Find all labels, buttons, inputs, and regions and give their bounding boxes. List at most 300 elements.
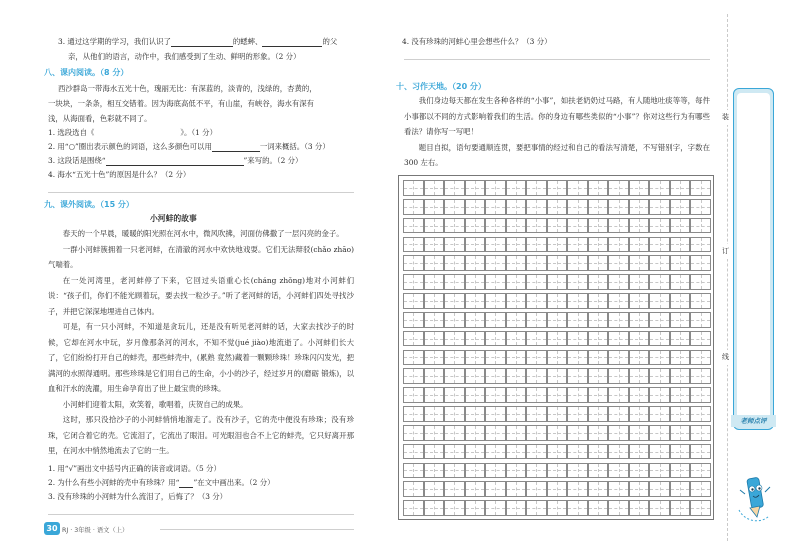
writing-cell[interactable] <box>444 463 465 479</box>
writing-cell[interactable] <box>506 237 527 253</box>
writing-cell[interactable] <box>629 312 650 328</box>
writing-cell[interactable] <box>485 463 506 479</box>
writing-cell[interactable] <box>547 199 568 215</box>
writing-cell[interactable] <box>690 350 711 366</box>
writing-cell[interactable] <box>465 463 486 479</box>
writing-cell[interactable] <box>547 274 568 290</box>
writing-cell[interactable] <box>690 274 711 290</box>
writing-cell[interactable] <box>465 293 486 309</box>
writing-cell[interactable] <box>690 444 711 460</box>
page-number: 30 <box>46 524 58 533</box>
writing-cell[interactable] <box>588 463 609 479</box>
writing-cell[interactable] <box>403 255 424 271</box>
writing-cell[interactable] <box>444 218 465 234</box>
writing-cell[interactable] <box>567 331 588 347</box>
writing-cell[interactable] <box>690 218 711 234</box>
writing-cell[interactable] <box>526 218 547 234</box>
answer-line[interactable] <box>48 192 354 193</box>
writing-cell[interactable] <box>629 237 650 253</box>
writing-cell[interactable] <box>670 237 691 253</box>
writing-cell[interactable] <box>649 180 670 196</box>
writing-cell[interactable] <box>506 274 527 290</box>
writing-cell[interactable] <box>690 312 711 328</box>
writing-cell[interactable] <box>608 350 629 366</box>
section-title-10: 十、习作天地。（20 分） <box>396 82 486 91</box>
writing-cell[interactable] <box>608 331 629 347</box>
writing-cell[interactable] <box>526 293 547 309</box>
writing-cell[interactable] <box>690 481 711 497</box>
writing-cell[interactable] <box>649 406 670 422</box>
writing-cell[interactable] <box>403 274 424 290</box>
writing-cell[interactable] <box>690 406 711 422</box>
writing-cell[interactable] <box>403 218 424 234</box>
writing-cell[interactable] <box>670 180 691 196</box>
answer-blank[interactable] <box>262 38 322 47</box>
writing-cell[interactable] <box>670 312 691 328</box>
writing-cell[interactable] <box>526 425 547 441</box>
writing-cell[interactable] <box>649 425 670 441</box>
writing-cell[interactable] <box>567 387 588 403</box>
writing-cell[interactable] <box>608 180 629 196</box>
writing-cell[interactable] <box>485 180 506 196</box>
writing-cell[interactable] <box>465 255 486 271</box>
writing-cell[interactable] <box>424 237 445 253</box>
writing-cell[interactable] <box>547 425 568 441</box>
writing-cell[interactable] <box>567 293 588 309</box>
writing-cell[interactable] <box>588 350 609 366</box>
writing-cell[interactable] <box>465 199 486 215</box>
writing-cell[interactable] <box>485 368 506 384</box>
writing-cell[interactable] <box>506 180 527 196</box>
writing-cell[interactable] <box>670 274 691 290</box>
writing-cell[interactable] <box>588 312 609 328</box>
writing-cell[interactable] <box>690 368 711 384</box>
writing-cell[interactable] <box>629 387 650 403</box>
writing-cell[interactable] <box>690 425 711 441</box>
writing-cell[interactable] <box>444 444 465 460</box>
writing-cell[interactable] <box>424 255 445 271</box>
writing-cell[interactable] <box>424 180 445 196</box>
writing-cell[interactable] <box>547 312 568 328</box>
writing-cell[interactable] <box>403 481 424 497</box>
writing-cell[interactable] <box>588 387 609 403</box>
writing-cell[interactable] <box>485 293 506 309</box>
writing-cell[interactable] <box>424 406 445 422</box>
writing-cell[interactable] <box>526 274 547 290</box>
writing-cell[interactable] <box>649 331 670 347</box>
writing-cell[interactable] <box>485 274 506 290</box>
writing-cell[interactable] <box>506 444 527 460</box>
writing-cell[interactable] <box>690 500 711 516</box>
writing-cell[interactable] <box>547 387 568 403</box>
writing-cell[interactable] <box>629 218 650 234</box>
writing-cell[interactable] <box>567 406 588 422</box>
writing-cell[interactable] <box>547 237 568 253</box>
writing-cell[interactable] <box>670 331 691 347</box>
writing-cell[interactable] <box>444 199 465 215</box>
passage-line: 浅，从海面看，色彩就不同了。 <box>48 114 152 123</box>
writing-cell[interactable] <box>547 406 568 422</box>
writing-cell[interactable] <box>608 199 629 215</box>
writing-cell[interactable] <box>670 425 691 441</box>
writing-cell[interactable] <box>690 199 711 215</box>
writing-cell[interactable] <box>485 387 506 403</box>
writing-cell[interactable] <box>506 387 527 403</box>
writing-cell[interactable] <box>526 312 547 328</box>
writing-cell[interactable] <box>567 274 588 290</box>
requirements-text: 题目自拟，语句要通顺连贯，要把事情的经过和自己的看法写清楚，不写错别字，字数在 300 左右。 <box>404 142 710 167</box>
writing-cell[interactable] <box>403 180 424 196</box>
writing-cell[interactable] <box>690 293 711 309</box>
writing-cell[interactable] <box>547 463 568 479</box>
writing-cell[interactable] <box>670 293 691 309</box>
answer-line[interactable] <box>48 514 354 515</box>
writing-cell[interactable] <box>465 237 486 253</box>
writing-cell[interactable] <box>424 312 445 328</box>
writing-cell[interactable] <box>526 237 547 253</box>
writing-cell[interactable] <box>444 180 465 196</box>
writing-cell[interactable] <box>485 350 506 366</box>
writing-cell[interactable] <box>403 387 424 403</box>
writing-cell[interactable] <box>588 199 609 215</box>
writing-cell[interactable] <box>588 237 609 253</box>
story-paragraph: 在一处河湾里，老河蚌停了下来，它回过头语重心长(cháng zhǒng)地对小河蚌们说：“孩子们，你们不能光顾着玩，要去找一粒沙子。”听了老河蚌的话，小河蚌们四处寻找沙子，并把它深深地埋进自己体内。 <box>48 275 354 316</box>
writing-cell[interactable] <box>506 463 527 479</box>
writing-cell[interactable] <box>444 368 465 384</box>
story-paragraph: 小河蚌们迎着太阳，欢笑着，歌唱着，庆贺自己的成果。 <box>62 399 248 409</box>
writing-cell[interactable] <box>485 255 506 271</box>
writing-cell[interactable] <box>485 406 506 422</box>
writing-cell[interactable] <box>465 218 486 234</box>
answer-blank[interactable] <box>212 143 260 152</box>
binding-line <box>727 14 728 541</box>
writing-cell[interactable] <box>649 237 670 253</box>
writing-cell[interactable] <box>567 500 588 516</box>
writing-cell[interactable] <box>690 463 711 479</box>
writing-cell[interactable] <box>403 500 424 516</box>
writing-cell[interactable] <box>567 218 588 234</box>
writing-cell[interactable] <box>424 218 445 234</box>
writing-grid[interactable] <box>398 175 714 520</box>
writing-cell[interactable] <box>567 425 588 441</box>
writing-cell[interactable] <box>424 425 445 441</box>
writing-cell[interactable] <box>567 463 588 479</box>
writing-cell[interactable] <box>629 500 650 516</box>
answer-blank[interactable] <box>171 38 233 47</box>
writing-cell[interactable] <box>444 387 465 403</box>
writing-cell[interactable] <box>649 444 670 460</box>
writing-cell[interactable] <box>567 312 588 328</box>
binding-label-bottom: 线 <box>722 350 729 365</box>
writing-cell[interactable] <box>608 406 629 422</box>
writing-cell[interactable] <box>444 293 465 309</box>
writing-cell[interactable] <box>608 387 629 403</box>
writing-cell[interactable] <box>629 444 650 460</box>
writing-cell[interactable] <box>608 368 629 384</box>
writing-cell[interactable] <box>485 237 506 253</box>
story-paragraph: 一群小河蚌簇拥着一只老河蚌，在清澈的河水中欢快地戏耍。它们无法辩驳(chǎo zhāo)气喘着。 <box>48 244 354 269</box>
writing-cell[interactable] <box>670 444 691 460</box>
writing-cell[interactable] <box>649 255 670 271</box>
writing-cell[interactable] <box>424 387 445 403</box>
writing-cell[interactable] <box>465 406 486 422</box>
writing-cell[interactable] <box>444 331 465 347</box>
writing-cell[interactable] <box>547 444 568 460</box>
writing-cell[interactable] <box>424 368 445 384</box>
writing-cell[interactable] <box>567 199 588 215</box>
writing-cell[interactable] <box>444 406 465 422</box>
writing-cell[interactable] <box>567 237 588 253</box>
writing-cell[interactable] <box>403 331 424 347</box>
binding-label-mid: 订 <box>722 244 729 259</box>
writing-cell[interactable] <box>547 218 568 234</box>
writing-cell[interactable] <box>608 444 629 460</box>
writing-cell[interactable] <box>547 500 568 516</box>
writing-cell[interactable] <box>649 387 670 403</box>
writing-cell[interactable] <box>506 481 527 497</box>
writing-cell[interactable] <box>670 218 691 234</box>
writing-cell[interactable] <box>526 199 547 215</box>
writing-cell[interactable] <box>608 255 629 271</box>
writing-cell[interactable] <box>506 218 527 234</box>
writing-cell[interactable] <box>649 368 670 384</box>
writing-cell[interactable] <box>608 312 629 328</box>
writing-cell[interactable] <box>485 199 506 215</box>
writing-cell[interactable] <box>567 350 588 366</box>
writing-cell[interactable] <box>506 199 527 215</box>
writing-cell[interactable] <box>465 312 486 328</box>
writing-cell[interactable] <box>690 331 711 347</box>
writing-cell[interactable] <box>629 331 650 347</box>
teacher-comment-panel[interactable] <box>733 88 774 430</box>
writing-cell[interactable] <box>506 293 527 309</box>
writing-cell[interactable] <box>547 481 568 497</box>
writing-cell[interactable] <box>526 331 547 347</box>
writing-cell[interactable] <box>588 180 609 196</box>
writing-cell[interactable] <box>608 293 629 309</box>
writing-cell[interactable] <box>444 274 465 290</box>
writing-cell[interactable] <box>526 368 547 384</box>
writing-cell[interactable] <box>465 368 486 384</box>
writing-cell[interactable] <box>444 425 465 441</box>
writing-cell[interactable] <box>567 444 588 460</box>
writing-cell[interactable] <box>485 444 506 460</box>
writing-cell[interactable] <box>526 180 547 196</box>
story-body <box>48 226 354 459</box>
writing-cell[interactable] <box>424 481 445 497</box>
writing-cell[interactable] <box>670 255 691 271</box>
writing-cell[interactable] <box>403 368 424 384</box>
writing-cell[interactable] <box>690 237 711 253</box>
writing-cell[interactable] <box>526 387 547 403</box>
writing-cell[interactable] <box>649 293 670 309</box>
writing-cell[interactable] <box>629 425 650 441</box>
writing-cell[interactable] <box>465 444 486 460</box>
writing-cell[interactable] <box>690 255 711 271</box>
writing-cell[interactable] <box>588 218 609 234</box>
writing-cell[interactable] <box>629 350 650 366</box>
writing-cell[interactable] <box>588 255 609 271</box>
writing-cell[interactable] <box>424 500 445 516</box>
writing-cell[interactable] <box>403 406 424 422</box>
writing-cell[interactable] <box>526 444 547 460</box>
writing-cell[interactable] <box>567 255 588 271</box>
writing-cell[interactable] <box>629 463 650 479</box>
writing-cell[interactable] <box>588 425 609 441</box>
writing-cell[interactable] <box>670 387 691 403</box>
story-title: 小河蚌的故事 <box>150 214 197 223</box>
writing-cell[interactable] <box>403 444 424 460</box>
writing-cell[interactable] <box>506 350 527 366</box>
writing-cell[interactable] <box>465 387 486 403</box>
writing-cell[interactable] <box>485 500 506 516</box>
writing-cell[interactable] <box>465 274 486 290</box>
writing-cell[interactable] <box>485 218 506 234</box>
writing-cell[interactable] <box>506 425 527 441</box>
writing-cell[interactable] <box>465 500 486 516</box>
writing-cell[interactable] <box>424 463 445 479</box>
writing-cell[interactable] <box>670 368 691 384</box>
writing-cell[interactable] <box>424 350 445 366</box>
writing-cell[interactable] <box>629 293 650 309</box>
writing-cell[interactable] <box>403 199 424 215</box>
writing-cell[interactable] <box>588 406 609 422</box>
writing-cell[interactable] <box>588 500 609 516</box>
writing-cell[interactable] <box>424 444 445 460</box>
writing-cell[interactable] <box>629 180 650 196</box>
writing-cell[interactable] <box>403 463 424 479</box>
writing-cell[interactable] <box>485 425 506 441</box>
story-paragraph: 春天的一个早晨，暖暖的阳光照在河水中，微风吹拂，河面仿佛撒了一层闪亮的金子。 <box>62 229 344 238</box>
writing-cell[interactable] <box>444 481 465 497</box>
writing-cell[interactable] <box>424 293 445 309</box>
question-8-4: 4. 海水“五光十色”的原因是什么？（2 分） <box>48 170 191 179</box>
writing-cell[interactable] <box>465 180 486 196</box>
writing-cell[interactable] <box>649 312 670 328</box>
writing-cell[interactable] <box>670 199 691 215</box>
writing-cell[interactable] <box>403 293 424 309</box>
writing-cell[interactable] <box>588 293 609 309</box>
section-title-9: 九、课外阅读。（15 分） <box>44 200 134 209</box>
writing-cell[interactable] <box>608 500 629 516</box>
writing-cell[interactable] <box>649 463 670 479</box>
answer-line[interactable] <box>404 59 710 60</box>
writing-cell[interactable] <box>608 218 629 234</box>
writing-cell[interactable] <box>629 406 650 422</box>
writing-cell[interactable] <box>547 255 568 271</box>
writing-cell[interactable] <box>526 255 547 271</box>
writing-cell[interactable] <box>649 199 670 215</box>
writing-cell[interactable] <box>547 180 568 196</box>
writing-cell[interactable] <box>567 368 588 384</box>
writing-cell[interactable] <box>403 425 424 441</box>
writing-cell[interactable] <box>403 350 424 366</box>
writing-cell[interactable] <box>670 350 691 366</box>
writing-cell[interactable] <box>649 274 670 290</box>
writing-cell[interactable] <box>547 368 568 384</box>
writing-cell[interactable] <box>629 255 650 271</box>
writing-cell[interactable] <box>588 444 609 460</box>
writing-cell[interactable] <box>506 368 527 384</box>
writing-cell[interactable] <box>485 331 506 347</box>
writing-cell[interactable] <box>465 425 486 441</box>
writing-cell[interactable] <box>506 312 527 328</box>
writing-cell[interactable] <box>547 331 568 347</box>
writing-cell[interactable] <box>547 350 568 366</box>
writing-cell[interactable] <box>424 199 445 215</box>
writing-cell[interactable] <box>608 463 629 479</box>
writing-cell[interactable] <box>424 331 445 347</box>
writing-cell[interactable] <box>506 500 527 516</box>
writing-cell[interactable] <box>588 274 609 290</box>
writing-cell[interactable] <box>670 481 691 497</box>
writing-cell[interactable] <box>629 199 650 215</box>
story-paragraph: 可是，有一只小河蚌，不知道是贪玩儿，还是没有听见老河蚌的话，大家去找沙子的时候，它却在河水中玩，岁月像那条河的河水，不知不觉(jué jiào)地流逝了。小河蚌们长大了，它们纷纷打开自己的蚌壳，那些蚌壳中，(累熟 竟然)藏着一颗颗珍珠！珍珠闪闪发光，把满河的水照得通明。那些珍珠是它们用自己的生命，小小的沙子，经过岁月的(磨砺 锻炼)，以血和汗水的洗濯，用生命孕育出了世上最宝贵的珍珠。 <box>48 322 354 393</box>
writing-cell[interactable] <box>444 237 465 253</box>
writing-cell[interactable] <box>608 237 629 253</box>
writing-cell[interactable] <box>588 368 609 384</box>
writing-cell[interactable] <box>608 274 629 290</box>
writing-cell[interactable] <box>629 274 650 290</box>
prompt-text: 我们身边每天都在发生各种各样的“小事”，如扶老奶奶过马路，有人随地吐痰等等，每件小事都以不同的方式影响着我们的生活。你的身边有哪些类似的“小事”？你对这些行为有哪些看法？请你写一写吧！ <box>404 96 710 136</box>
writing-cell[interactable] <box>506 331 527 347</box>
writing-cell[interactable] <box>649 218 670 234</box>
writing-cell[interactable] <box>526 500 547 516</box>
writing-cell[interactable] <box>629 481 650 497</box>
writing-cell[interactable] <box>526 463 547 479</box>
writing-cell[interactable] <box>465 481 486 497</box>
underline-symbol <box>179 479 193 488</box>
writing-cell[interactable] <box>690 387 711 403</box>
teacher-comment-label: 老师点评 <box>731 415 776 427</box>
writing-cell[interactable] <box>670 406 691 422</box>
writing-cell[interactable] <box>567 481 588 497</box>
writing-cell[interactable] <box>465 331 486 347</box>
writing-cell[interactable] <box>649 350 670 366</box>
writing-cell[interactable] <box>629 368 650 384</box>
writing-cell[interactable] <box>506 406 527 422</box>
writing-cell[interactable] <box>526 406 547 422</box>
writing-cell[interactable] <box>588 481 609 497</box>
writing-cell[interactable] <box>567 180 588 196</box>
answer-blank[interactable] <box>106 157 244 166</box>
writing-cell[interactable] <box>444 255 465 271</box>
writing-cell[interactable] <box>424 274 445 290</box>
writing-cell[interactable] <box>485 312 506 328</box>
writing-cell[interactable] <box>588 331 609 347</box>
writing-cell[interactable] <box>403 312 424 328</box>
writing-cell[interactable] <box>670 463 691 479</box>
writing-cell[interactable] <box>608 425 629 441</box>
writing-cell[interactable] <box>526 481 547 497</box>
writing-cell[interactable] <box>649 481 670 497</box>
comment-area[interactable] <box>737 93 770 425</box>
writing-cell[interactable] <box>485 481 506 497</box>
writing-cell[interactable] <box>444 350 465 366</box>
writing-cell[interactable] <box>670 500 691 516</box>
writing-cell[interactable] <box>649 500 670 516</box>
writing-cell[interactable] <box>444 500 465 516</box>
writing-cell[interactable] <box>608 481 629 497</box>
question-3-line2: 亲，从他们的语言，动作中，我们感受到了生动、鲜明的形象。（2 分） <box>68 52 301 61</box>
writing-cell[interactable] <box>690 180 711 196</box>
writing-cell[interactable] <box>403 237 424 253</box>
writing-cell[interactable] <box>444 312 465 328</box>
writing-cell[interactable] <box>465 350 486 366</box>
writing-cell[interactable] <box>506 255 527 271</box>
writing-cell[interactable] <box>547 293 568 309</box>
writing-cell[interactable] <box>526 350 547 366</box>
